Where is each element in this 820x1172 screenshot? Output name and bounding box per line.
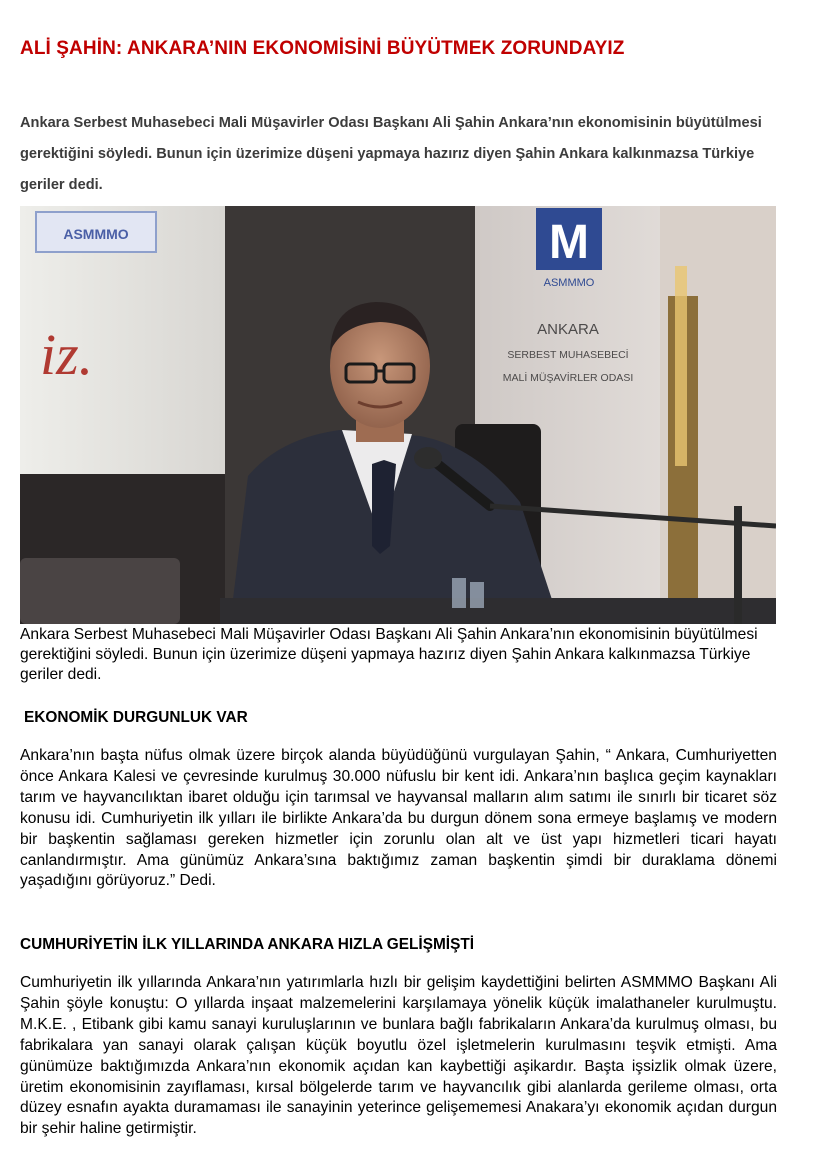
banner-text: ASMMMO <box>63 226 129 242</box>
section-heading-1: EKONOMİK DURGUNLUK VAR <box>24 709 248 726</box>
logo-letter: M <box>549 216 589 269</box>
article-photo <box>20 206 776 624</box>
speaker-photo-illustration <box>20 206 776 624</box>
photo-caption: Ankara Serbest Muhasebeci Mali Müşavirler Odası Başkanı Ali Şahin Ankara’nın ekonomisinin büyütülmesi gerektiğini söyledi. Bunun için üzerimize düşeni yapmaya hazırız diyen Şahin Ankara kalkınmazsa Türkiye geriler dedi. <box>20 626 758 683</box>
section-body-2: Cumhuriyetin ilk yıllarında Ankara’nın yatırımlarla hızlı bir gelişim kaydettiğini belirten ASMMMO Başkanı Ali Şahin şöyle konuştu: O yıllarda inşaat malzemelerini karşılamaya yönelik küçük imalathaneler kurulmuştu. M.K.E. , Etibank gibi kamu sanayi kuruluşlarının ve bunlara bağlı fabrikaların Ankara’da kurulmuş olması, bu fabrikalara yan sanayi olarak çalışan küçük boyutlu özel işletmelerin kurulmasını teşvik etmişti. Ama günümüze baktığımızda Ankara’nın ekonomik açıdan kan kaybettiği aşikardır. Başta işsizlik olmak üzere, üretim ekonomisinin zayıflaması, kırsal bölgelerde tarım ve hayvancılık gibi alanlarda gerileme olması, orta düzey esnafın ayakta duramaması ile sanayinin yeterince gelişememesi Anakara’yı ekonomik açıdan durgun bir şehir haline getirmiştir. <box>20 974 777 1138</box>
org-line-3: MALİ MÜŞAVİRLER ODASI <box>502 372 634 384</box>
article-lead: Ankara Serbest Muhasebeci Mali Müşavirler Odası Başkanı Ali Şahin Ankara’nın ekonomisinin büyütülmesi gerektiğini söyledi. Bunun için üzerimize düşeni yapmaya hazırız diyen Şahin Ankara kalkınmazsa Türkiye geriler dedi. <box>20 115 762 193</box>
logo-caption: ASMMMO <box>543 277 595 289</box>
section-body-1: Ankara’nın başta nüfus olmak üzere birçok alanda büyüdüğünü vurgulayan Şahin, “ Ankara, Cumhuriyetten önce Ankara Kalesi ve çevresinde kurulmuş 30.000 nüfuslu bir kent idi. Ankara’nın başlıca geçim kaynakları tarım ve hayvancılıktan ibaret olduğu için tarımsal ve hayvansal malların alım satımı ile sınırlı bir ticaret söz konusu idi. Cumhuriyetin ilk yılları ile birlikte Ankara’da bu durgun dönem sona ermeye başlamış ve modern bir başkentin sağlaması gereken hizmetler için zorunlu olan alt ve üst yapı hizmetleri ticari hayatı canlandırmıştır. Ama günümüz Ankara’sına baktığımız zaman başkentin şimdi bir duraklama dönemi yaşadığını görüyoruz.” Dedi. <box>20 747 777 890</box>
podium <box>220 598 776 624</box>
org-line-2: SERBEST MUHASEBECİ <box>507 349 629 361</box>
section-heading-2: CUMHURİYETİN İLK YILLARINDA ANKARA HIZLA GELİŞMİŞTİ <box>20 936 475 953</box>
org-line-1: ANKARA <box>537 321 599 338</box>
article-headline: ALİ ŞAHİN: ANKARA’NIN EKONOMİSİNİ BÜYÜTMEK ZORUNDAYIZ <box>20 38 625 59</box>
screen-text: iz. <box>40 322 94 387</box>
